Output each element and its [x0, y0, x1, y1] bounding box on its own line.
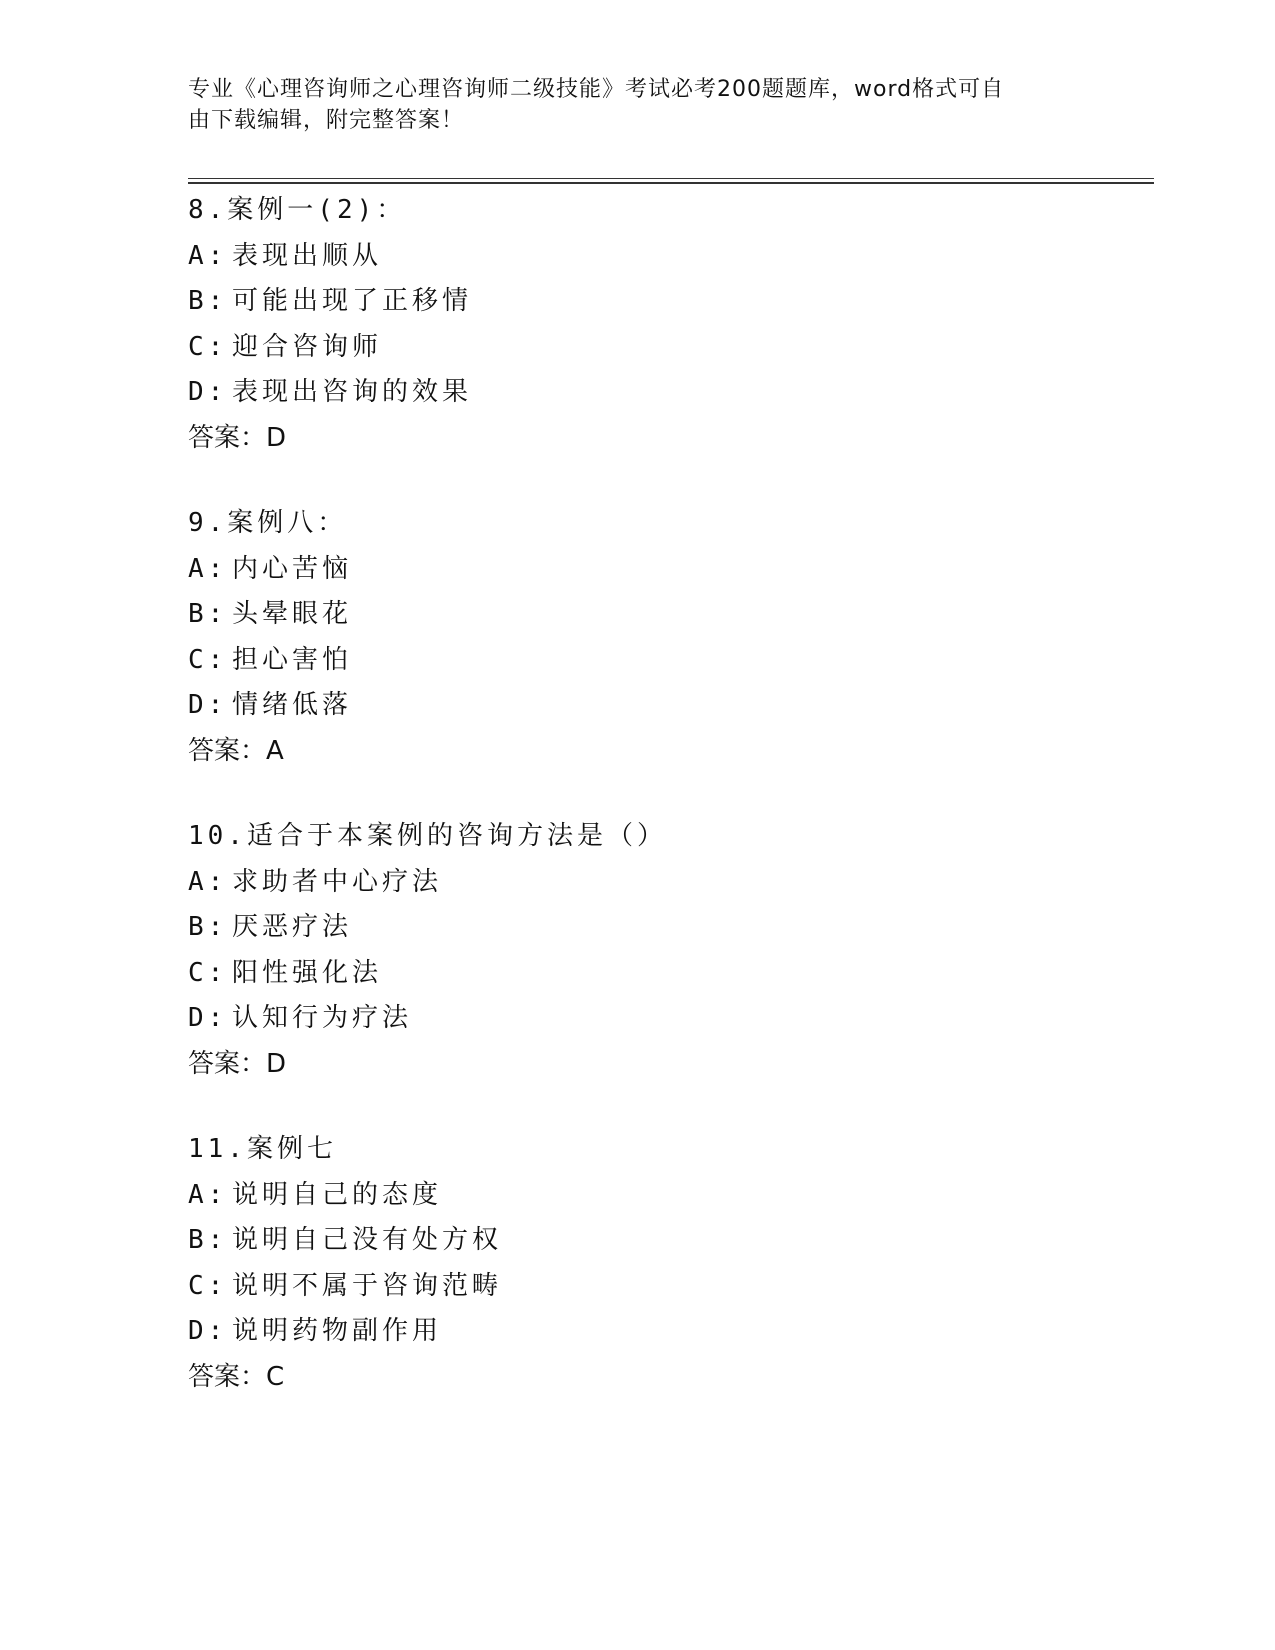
option-letter: D: [188, 1316, 228, 1346]
header-line-2: 由下载编辑，附完整答案！ [188, 108, 465, 133]
question-stem: 11.案例七 [188, 1134, 337, 1164]
question-list [188, 188, 1088, 1440]
option-letter: A: [188, 240, 228, 271]
option-a [188, 1173, 1088, 1219]
option-b [188, 592, 1088, 638]
option-text: 内心苦恼 [232, 553, 353, 584]
option-text: 说明不属于咨询范畴 [232, 1270, 503, 1301]
question-stem: 8.案例一(2)： [188, 195, 407, 225]
option-c [188, 325, 1088, 371]
option-d [188, 683, 1088, 729]
option-letter: A: [188, 1179, 228, 1210]
question-item [188, 501, 1088, 774]
option-text: 说明药物副作用 [232, 1316, 443, 1346]
option-text: 担心害怕 [232, 644, 353, 675]
option-letter: A: [188, 553, 228, 584]
header-line-1: 专业《心理咨询师之心理咨询师二级技能》考试必考200题题库，word格式可自 [188, 77, 1005, 102]
option-d [188, 1309, 1088, 1355]
answer-line: 答案：D [188, 1048, 287, 1079]
option-letter: C: [188, 957, 228, 988]
option-text: 情绪低落 [232, 690, 353, 720]
option-text: 迎合咨询师 [232, 331, 383, 362]
option-a [188, 234, 1088, 280]
option-a [188, 547, 1088, 593]
option-text: 求助者中心疗法 [232, 866, 443, 897]
option-text: 说明自己的态度 [232, 1179, 443, 1210]
option-c [188, 1264, 1088, 1310]
option-text: 认知行为疗法 [232, 1003, 413, 1033]
option-letter: C: [188, 331, 228, 362]
question-item [188, 188, 1088, 461]
option-text: 厌恶疗法 [232, 912, 353, 942]
question-stem: 10.适合于本案例的咨询方法是（） [188, 821, 667, 851]
option-text: 可能出现了正移情 [232, 286, 473, 316]
option-text: 表现出顺从 [232, 240, 383, 271]
question-item [188, 1127, 1088, 1400]
question-stem: 9.案例八： [188, 508, 348, 538]
option-d [188, 996, 1088, 1042]
option-b [188, 905, 1088, 951]
option-d [188, 370, 1088, 416]
option-text: 头晕眼花 [232, 599, 353, 629]
option-letter: B: [188, 1225, 228, 1255]
option-b [188, 279, 1088, 325]
option-letter: B: [188, 599, 228, 629]
option-c [188, 951, 1088, 997]
option-letter: D: [188, 690, 228, 720]
answer-line: 答案：A [188, 735, 284, 766]
option-letter: D: [188, 377, 228, 407]
option-text: 阳性强化法 [232, 957, 383, 988]
option-a [188, 860, 1088, 906]
answer-line: 答案：D [188, 422, 287, 453]
option-letter: B: [188, 912, 228, 942]
header-divider [188, 178, 1154, 184]
option-b [188, 1218, 1088, 1264]
option-letter: A: [188, 866, 228, 897]
option-letter: C: [188, 1270, 228, 1301]
option-letter: B: [188, 286, 228, 316]
option-letter: D: [188, 1003, 228, 1033]
option-letter: C: [188, 644, 228, 675]
answer-line: 答案：C [188, 1361, 285, 1392]
option-c [188, 638, 1088, 684]
option-text: 表现出咨询的效果 [232, 377, 473, 407]
question-item [188, 814, 1088, 1087]
document-header [188, 74, 1068, 136]
option-text: 说明自己没有处方权 [232, 1225, 503, 1255]
